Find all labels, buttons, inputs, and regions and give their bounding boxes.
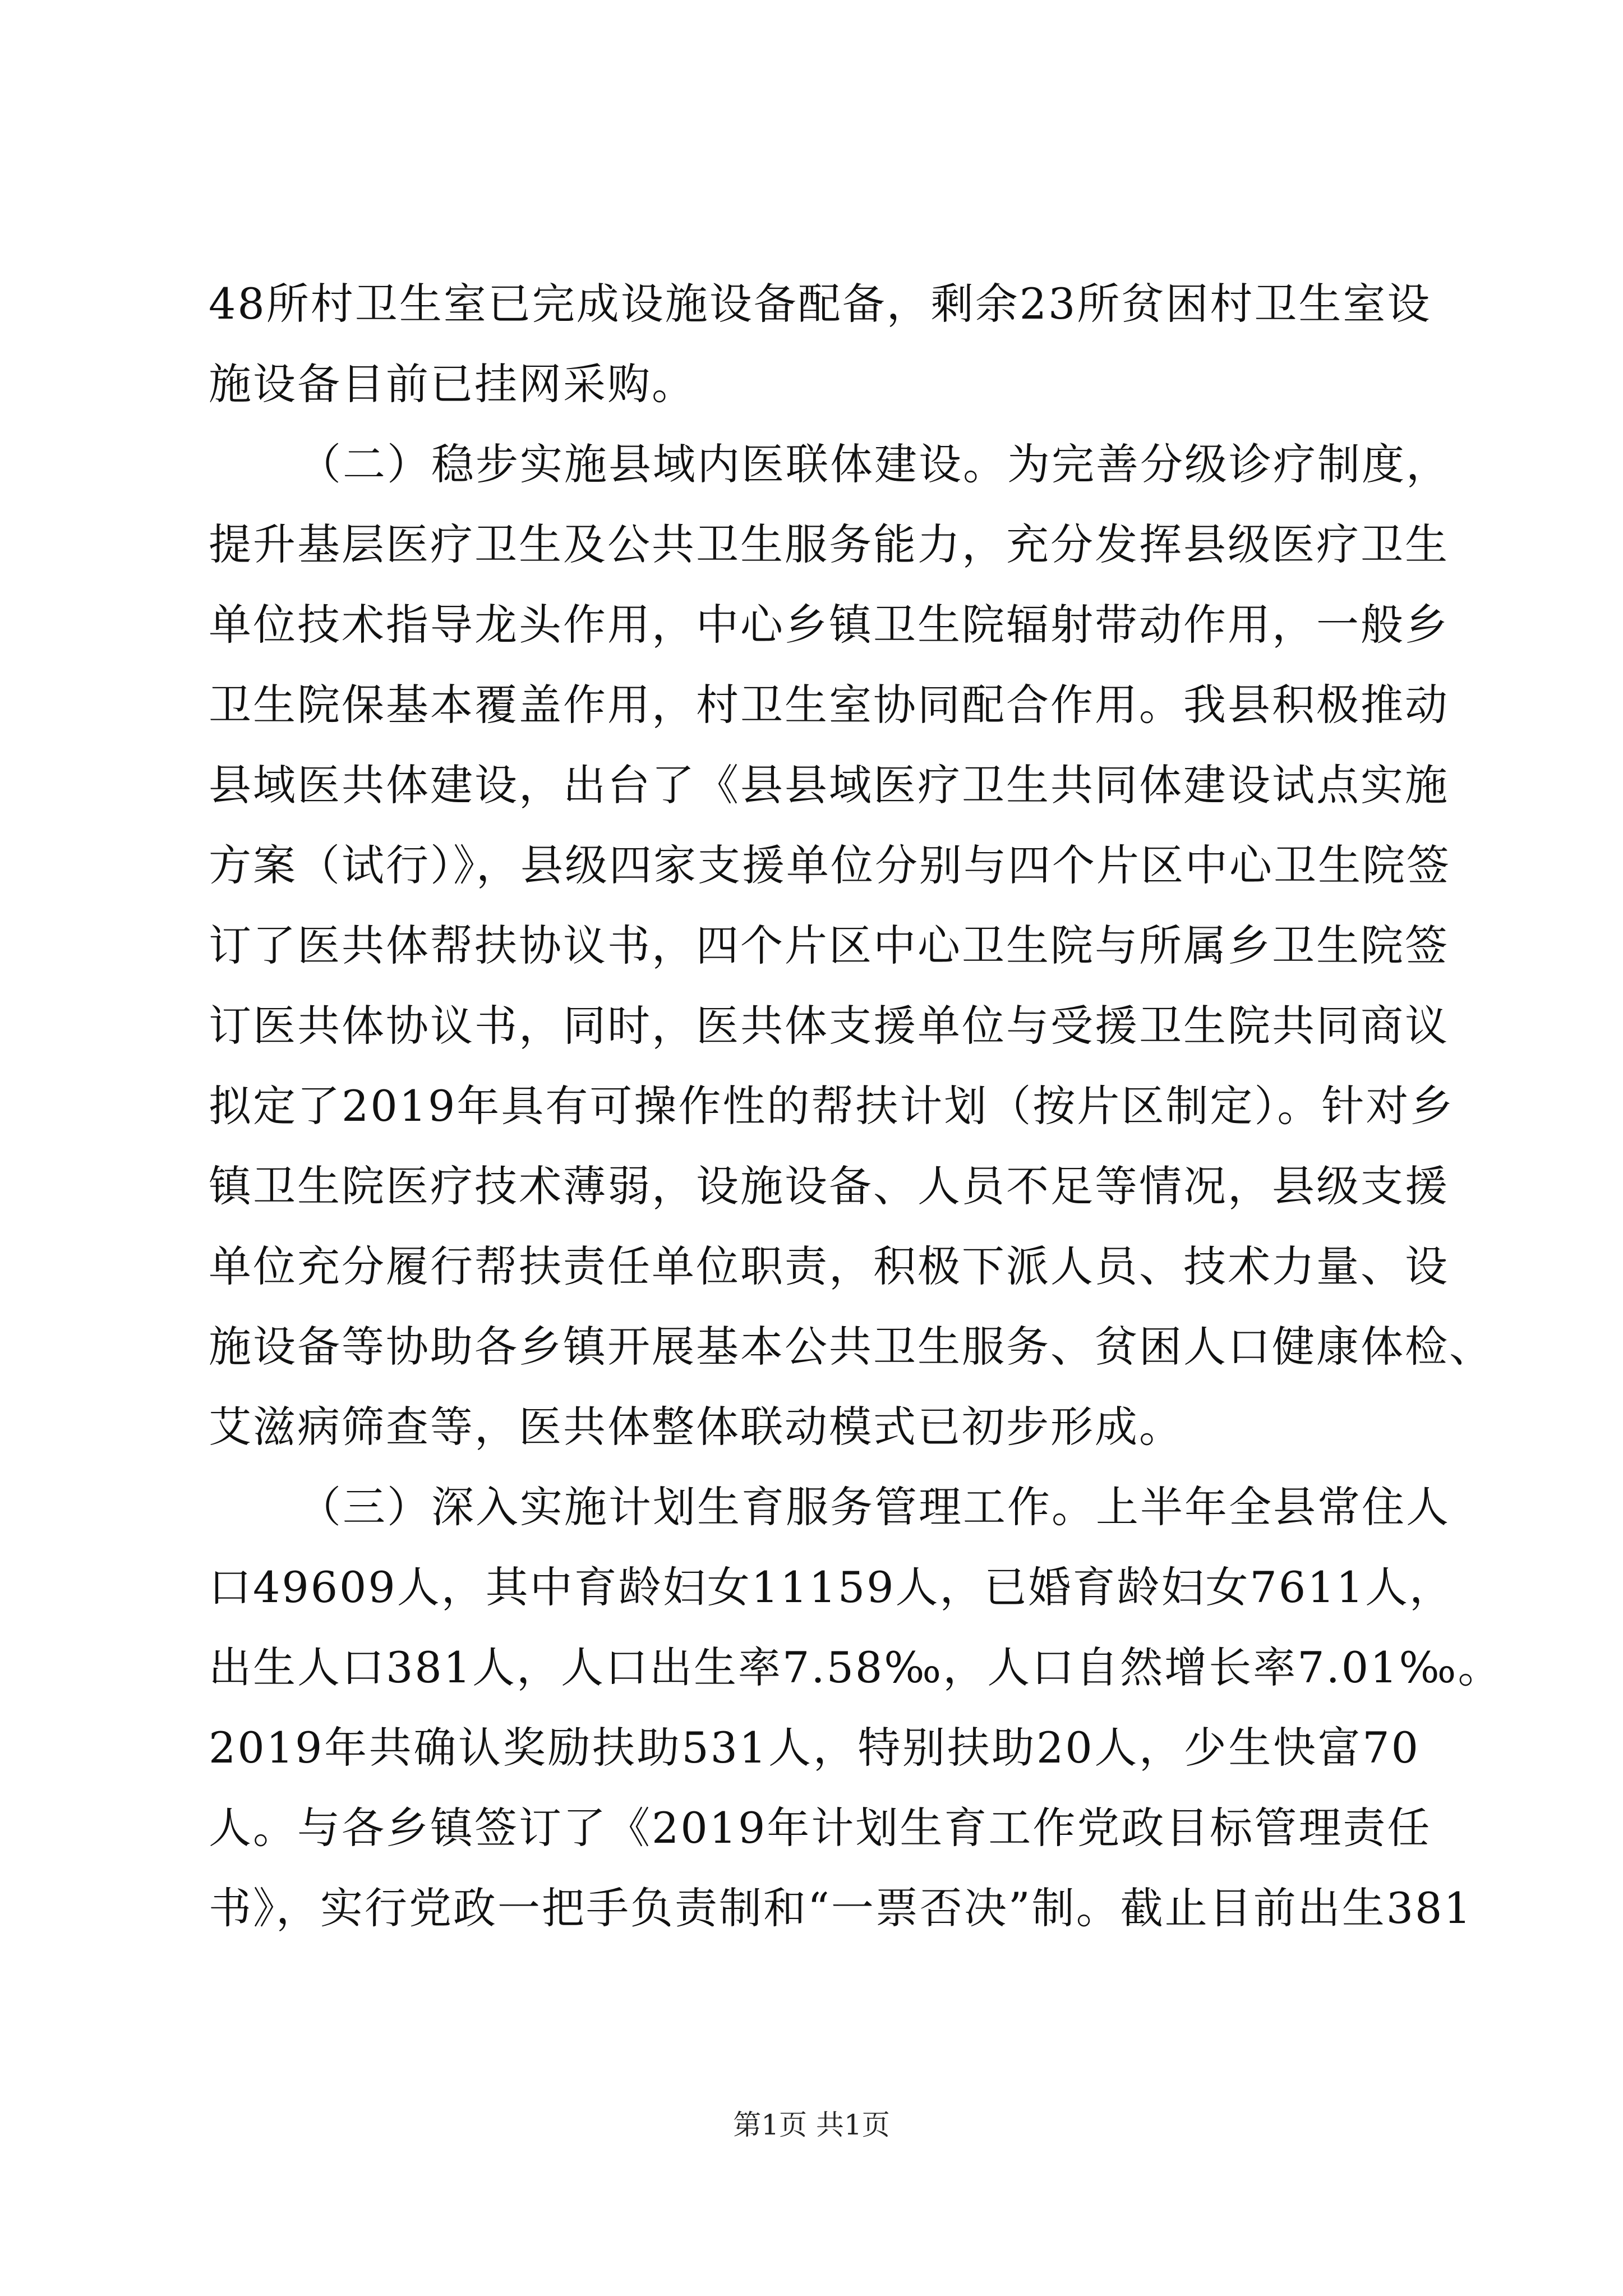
text-line: 施设备目前已挂网采购。 <box>209 359 696 409</box>
text-line: 施设备等协助各乡镇开展基本公共卫生服务、贫困人口健康体检、 <box>209 1322 1493 1372</box>
text-line: 拟定了2019年具有可操作性的帮扶计划（按片区制定）。针对乡 <box>209 1081 1455 1131</box>
text-line: 口49609人，其中育龄妇女11159人，已婚育龄妇女7611人， <box>209 1562 1454 1612</box>
text-line: （三）深入实施计划生育服务管理工作。上半年全县常住人 <box>298 1482 1450 1532</box>
text-line: 订了医共体帮扶协议书，四个片区中心卫生院与所属乡卫生院签 <box>209 921 1449 970</box>
text-line: （二）稳步实施县域内医联体建设。为完善分级诊疗制度， <box>298 439 1450 489</box>
text-line: 书》，实行党政一把手负责制和“一票否决”制。截止目前出生381 <box>209 1883 1473 1933</box>
text-line: 镇卫生院医疗技术薄弱，设施设备、人员不足等情况，县级支援 <box>209 1161 1449 1211</box>
text-line: 提升基层医疗卫生及公共卫生服务能力，充分发挥县级医疗卫生 <box>209 519 1449 569</box>
text-line: 单位充分履行帮扶责任单位职责，积极下派人员、技术力量、设 <box>209 1241 1449 1291</box>
text-line: 方案（试行）》，县级四家支援单位分别与四个片区中心卫生院签 <box>209 840 1451 890</box>
text-line: 单位技术指导龙头作用，中心乡镇卫生院辐射带动作用，一般乡 <box>209 600 1449 650</box>
text-line: 订医共体协议书，同时，医共体支援单位与受援卫生院共同商议 <box>209 1001 1449 1051</box>
text-line: 2019年共确认奖励扶助531人，特别扶助20人，少生快富70 <box>209 1723 1420 1773</box>
text-line: 人。与各乡镇签订了《2019年计划生育工作党政目标管理责任 <box>209 1803 1432 1853</box>
text-line: 县域医共体建设，出台了《县县域医疗卫生共同体建设试点实施 <box>209 760 1449 810</box>
text-line: 48所村卫生室已完成设施设备配备，剩余23所贫困村卫生室设 <box>209 279 1432 329</box>
text-line: 卫生院保基本覆盖作用，村卫生室协同配合作用。我县积极推动 <box>209 680 1449 730</box>
page-footer <box>0 2108 1623 2142</box>
page-number-label: 第1页 共1页 <box>733 2109 890 2141</box>
text-line: 出生人口381人，人口出生率7.58‰，人口自然增长率7.01‰。 <box>209 1642 1502 1692</box>
text-line: 艾滋病筛查等，医共体整体联动模式已初步形成。 <box>209 1402 1183 1452</box>
document-body <box>209 264 1502 1948</box>
